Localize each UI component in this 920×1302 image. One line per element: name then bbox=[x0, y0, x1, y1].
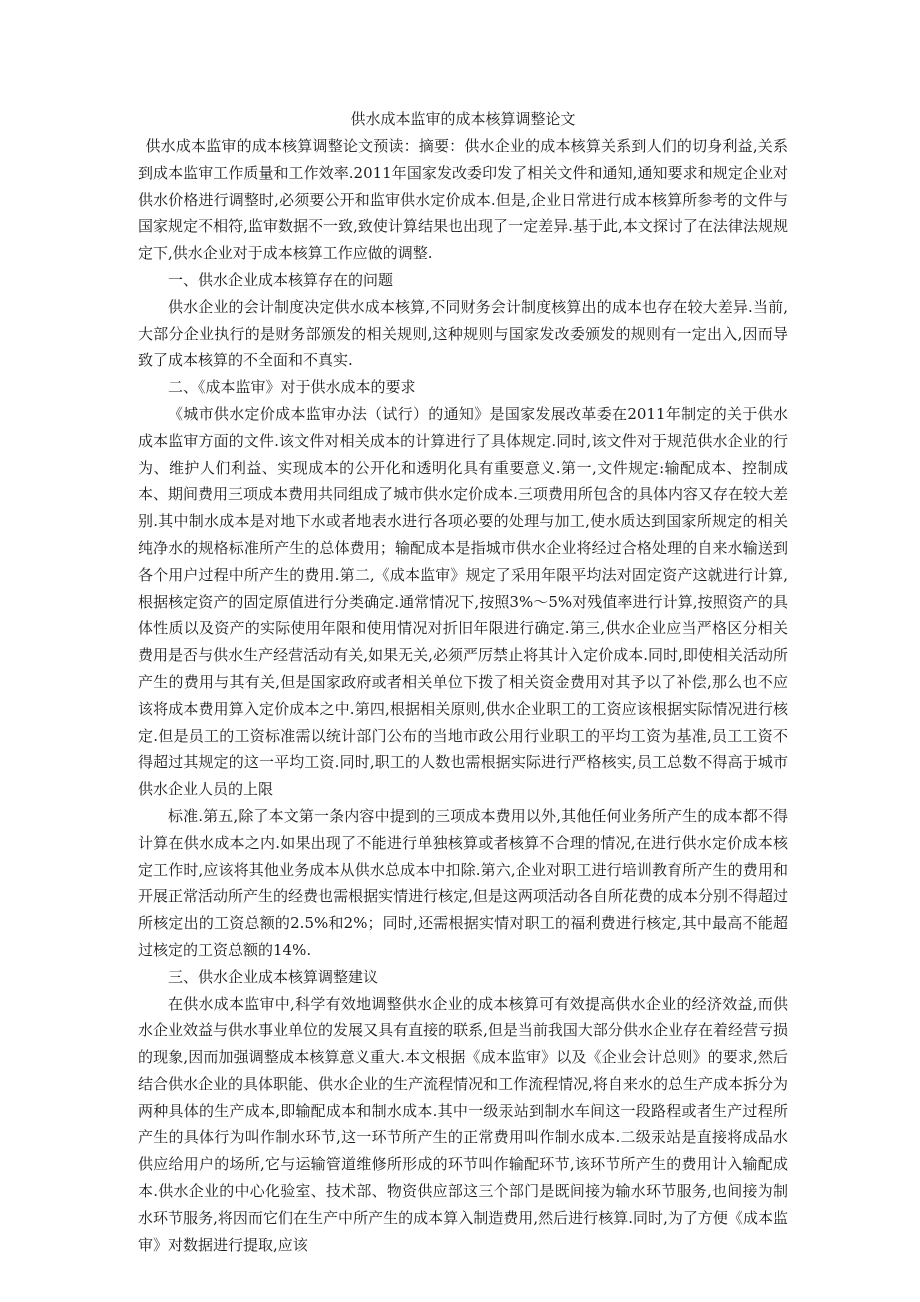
body-paragraph: 标准.第五,除了本文第一条内容中提到的三项成本费用以外,其他任何业务所产生的成本都不得计算在供水成本之内.如果出现了不能进行单独核算或者核算不合理的情况,在进行供水定价成本核定工作时,应该将其他业务成本从供水总成本中扣除.第六,企业对职工进行培训教育所产生的费用和开展正常活动所产生的经费也需根据实情进行核定,但是这两项活动各自所花费的成本分别不得超过所核定出的工资总额的2.5%和2%；同时,还需根据实情对职工的福利费进行核定,其中最高不能超过核定的工资总额的14%. bbox=[138, 806, 788, 959]
body-paragraph: 在供水成本监审中,科学有效地调整供水企业的成本核算可有效提高供水企业的经济效益,而供水企业效益与供水事业单位的发展又具有直接的联系,但是当前我国大部分供水企业存在着经营亏损的现象,因而加强调整成本核算意义重大.本文根据《成本监审》以及《企业会计总则》的要求,然后结合供水企业的具体职能、供水企业的生产流程情况和工作流程情况,将自来水的总生产成本拆分为两种具体的生产成本,即输配成本和制水成本.其中一级汞站到制水车间这一段路程或者生产过程所产生的具体行为叫作制水环节,这一环节所产生的正常费用叫作制水成本.二级汞站是直接将成品水供应给用户的场所,它与运输管道维修所形成的环节叫作输配环节,该环节所产生的费用计入输配成本.供水企业的中心化验室、技术部、物资供应部这三个部门是既间接为输水环节服务,也间接为制水环节服务,将因而它们在生产中所产生的成本算入制造费用,然后进行核算.同时,为了方便《成本监审》对数据进行提取,应该 bbox=[138, 994, 788, 1254]
section-heading-2: 二、《成本监审》对于供水成本的要求 bbox=[168, 378, 416, 397]
section-heading-1: 一、供水企业成本核算存在的问题 bbox=[168, 270, 394, 289]
section-heading-3: 三、供水企业成本核算调整建议 bbox=[168, 967, 379, 986]
document-page bbox=[138, 106, 788, 1258]
document-title: 供水成本监审的成本核算调整论文 bbox=[350, 110, 576, 128]
body-paragraph: 《城市供水定价成本监审办法（试行）的通知》是国家发展改革委在2011年制定的关于供水成本监审方面的文件.该文件对相关成本的计算进行了具体规定.同时,该文件对于规范供水企业的行为、维护人们利益、实现成本的公开化和透明化具有重要意义.第一,文件规定:输配成本、控制成本、期间费用三项成本费用共同组成了城市供水定价成本.三项费用所包含的具体内容又存在较大差别.其中制水成本是对地下水或者地表水进行各项必要的处理与加工,使水质达到国家所规定的相关纯净水的规格标准所产生的总体费用；输配成本是指城市供水企业将经过合格处理的自来水输送到各个用户过程中所产生的费用.第二,《成本监审》规定了采用年限平均法对固定资产这就进行计算,根据核定资产的固定原值进行分类确定.通常情况下,按照3%～5%对残值率进行计算,按照资产的具体性质以及资产的实际使用年限和使用情况对折旧年限进行确定.第三,供水企业应当严格区分相关费用是否与供水生产经营活动有关,如果无关,必须严厉禁止将其计入定价成本.同时,即使相关活动所产生的费用与其有关,但是国家政府或者相关单位下拨了相关资金费用对其予以了补偿,那么也不应该将成本费用算入定价成本之中.第四,根据相关原则,供水企业职工的工资应该根据实际情况进行核定.但是员工的工资标准需以统计部门公布的当地市政公用行业职工的平均工资为基准,员工工资不得超过其规定的这一平均工资.同时,职工的人数也需根据实际进行严格核实,员工总数不得高于城市供水企业人员的上限 bbox=[138, 404, 788, 799]
body-paragraph: 供水企业的会计制度决定供水成本核算,不同财务会计制度核算出的成本也存在较大差异.当前,大部分企业执行的是财务部颁发的相关规则,这种规则与国家发改委颁发的规则有一定出入,因而导致了成本核算的不全面和不真实. bbox=[138, 297, 788, 370]
abstract-paragraph: 供水成本监审的成本核算调整论文预读：摘要：供水企业的成本核算关系到人们的切身利益,关系到成本监审工作质量和工作效率.2011年国家发改委印发了相关文件和通知,通知要求和规定企业对供水价格进行调整时,必须要公开和监审供水定价成本.但是,企业日常进行成本核算所参考的文件与国家规定不相符,监审数据不一致,致使计算结果也出现了一定差异.基于此,本文探讨了在法律法规规定下,供水企业对于成本核算工作应做的调整. bbox=[138, 137, 788, 263]
